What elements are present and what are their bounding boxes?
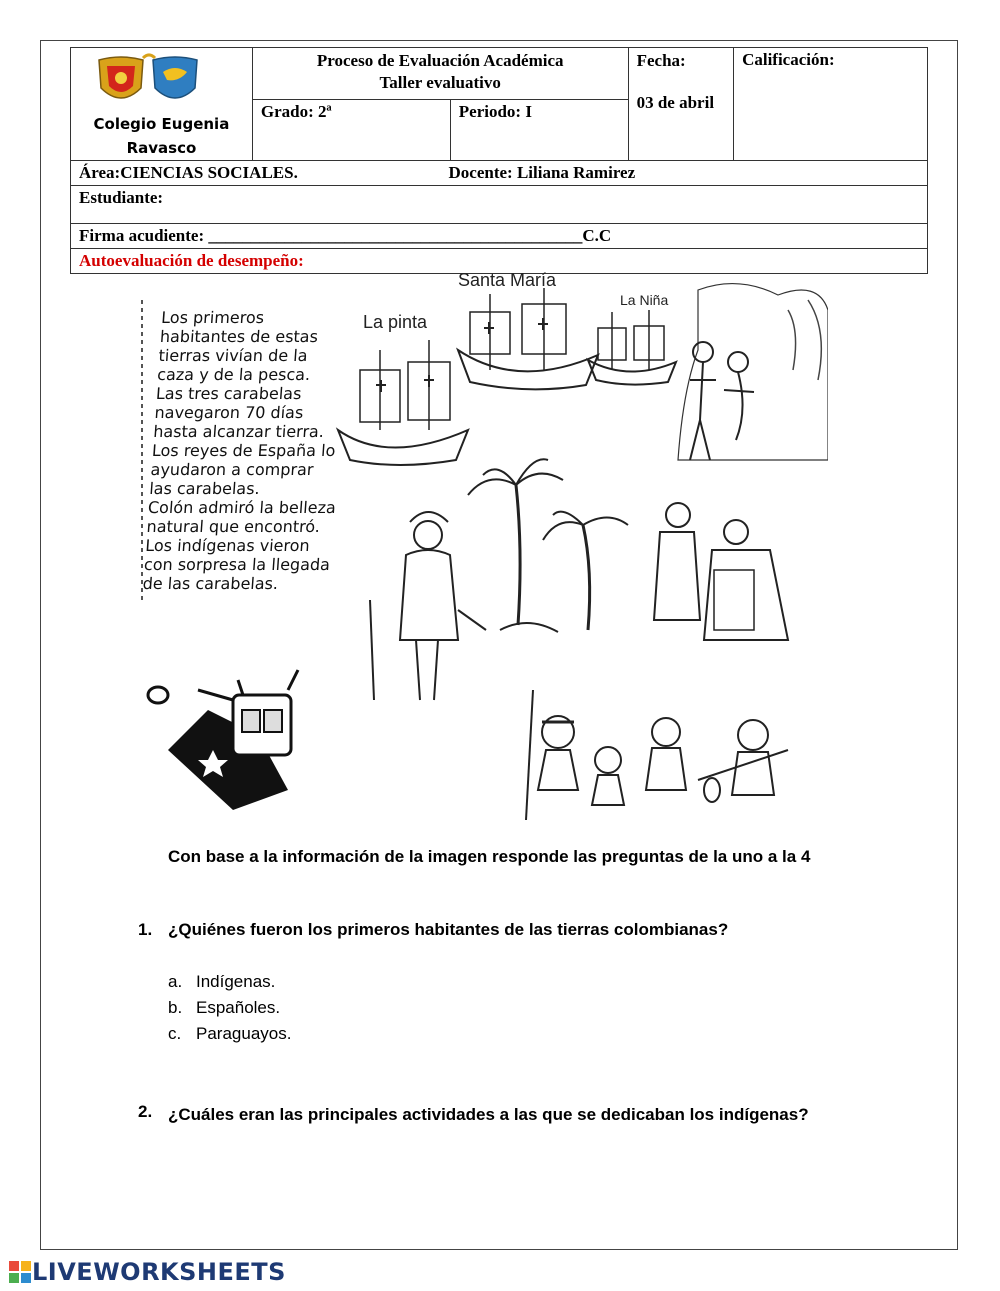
mascot-character: [148, 670, 298, 810]
date-cell: [628, 48, 733, 161]
option-text: Paraguayos.: [196, 1024, 292, 1043]
story-line: Los reyes de España lo: [151, 441, 337, 460]
school-logo: [71, 52, 251, 112]
question-1-option-b[interactable]: [168, 998, 280, 1018]
question-1-option-a[interactable]: [168, 972, 275, 992]
footer-brand[interactable]: [8, 1258, 286, 1286]
grade-cell: [252, 99, 450, 160]
score-label: Calificación:: [742, 50, 835, 69]
student-label: Estudiante:: [79, 188, 164, 207]
option-letter: b.: [168, 998, 183, 1017]
liveworksheets-wordmark: LIVEWORKSHEETS: [32, 1258, 286, 1286]
score-cell: [734, 48, 928, 161]
option-text: Indígenas.: [196, 972, 276, 991]
date-value: 03 de abril: [636, 93, 715, 112]
process-cell: [252, 48, 628, 100]
option-letter: c.: [168, 1024, 182, 1043]
period-cell: [450, 99, 628, 160]
story-line: caza y de la pesca.: [156, 365, 311, 384]
teacher-label: Docente: Liliana Ramirez: [448, 163, 636, 182]
liveworksheets-logo-icon: [8, 1260, 32, 1284]
story-line: ayudaron a comprar: [150, 460, 315, 479]
story-line: tierras vivían de la: [157, 346, 309, 365]
story-line: las carabelas.: [148, 479, 261, 498]
story-line: Colón admiró la belleza: [147, 498, 337, 517]
indigenous-children: [526, 690, 788, 820]
story-line: habitantes de estas: [159, 327, 319, 346]
story-line: hasta alcanzar tierra.: [152, 422, 325, 441]
question-1-text: ¿Quiénes fueron los primeros habitantes de las tierras colombianas?: [168, 920, 729, 939]
palm-trees: [468, 459, 628, 632]
question-2-text: ¿Cuáles eran las principales actividades a las que se dedicaban los indígenas?: [168, 1105, 809, 1124]
story-line: con sorpresa la llegada: [143, 555, 331, 574]
story-text: [142, 308, 362, 593]
area-row: [71, 161, 928, 186]
label-la-nina: La Niña: [620, 292, 669, 308]
header-table: [70, 47, 928, 274]
story-line: Los indígenas vieron: [144, 536, 311, 555]
story-line: de las carabelas.: [142, 574, 279, 593]
date-label: Fecha:: [636, 51, 686, 70]
school-name-line1: Colegio Eugenia: [93, 115, 230, 133]
school-cell: [71, 48, 253, 161]
option-letter: a.: [168, 972, 183, 991]
area-label: Área:CIENCIAS SOCIALES.: [79, 163, 298, 182]
signature-row: [71, 224, 928, 249]
grade-label: Grado: 2ª: [260, 101, 332, 121]
label-santa-maria: Santa María: [458, 270, 557, 290]
option-text: Españoles.: [196, 998, 281, 1017]
question-2-number: 2.: [138, 1102, 153, 1121]
story-line: natural que encontró.: [146, 517, 321, 536]
natives-forest: [678, 284, 828, 460]
columbus-figure: [370, 512, 486, 700]
label-la-pinta: La pinta: [363, 312, 428, 332]
workshop-title: Taller evaluativo: [379, 73, 501, 92]
instructions-text: Con base a la información de la imagen responde las preguntas de la uno a la 4: [168, 847, 811, 866]
story-line: Las tres carabelas: [155, 384, 303, 403]
ship-santa-maria: [458, 288, 598, 389]
story-line: navegaron 70 días: [153, 403, 304, 422]
self-eval-label: Autoevaluación de desempeño:: [79, 251, 304, 270]
process-title: Proceso de Evaluación Académica: [316, 51, 564, 70]
ship-la-nina: [588, 310, 676, 385]
signature-label: Firma acudiente: ____________________________________________C.C: [79, 226, 612, 245]
spanish-monarchs: [654, 503, 788, 640]
period-label: Periodo: I: [458, 101, 532, 121]
question-1-number: 1.: [138, 920, 153, 939]
school-name: [71, 112, 252, 160]
story-line: Los primeros: [160, 308, 265, 327]
school-name-line2: Ravasco: [126, 139, 197, 157]
student-row: [71, 186, 928, 224]
question-1-option-c[interactable]: [168, 1024, 291, 1044]
